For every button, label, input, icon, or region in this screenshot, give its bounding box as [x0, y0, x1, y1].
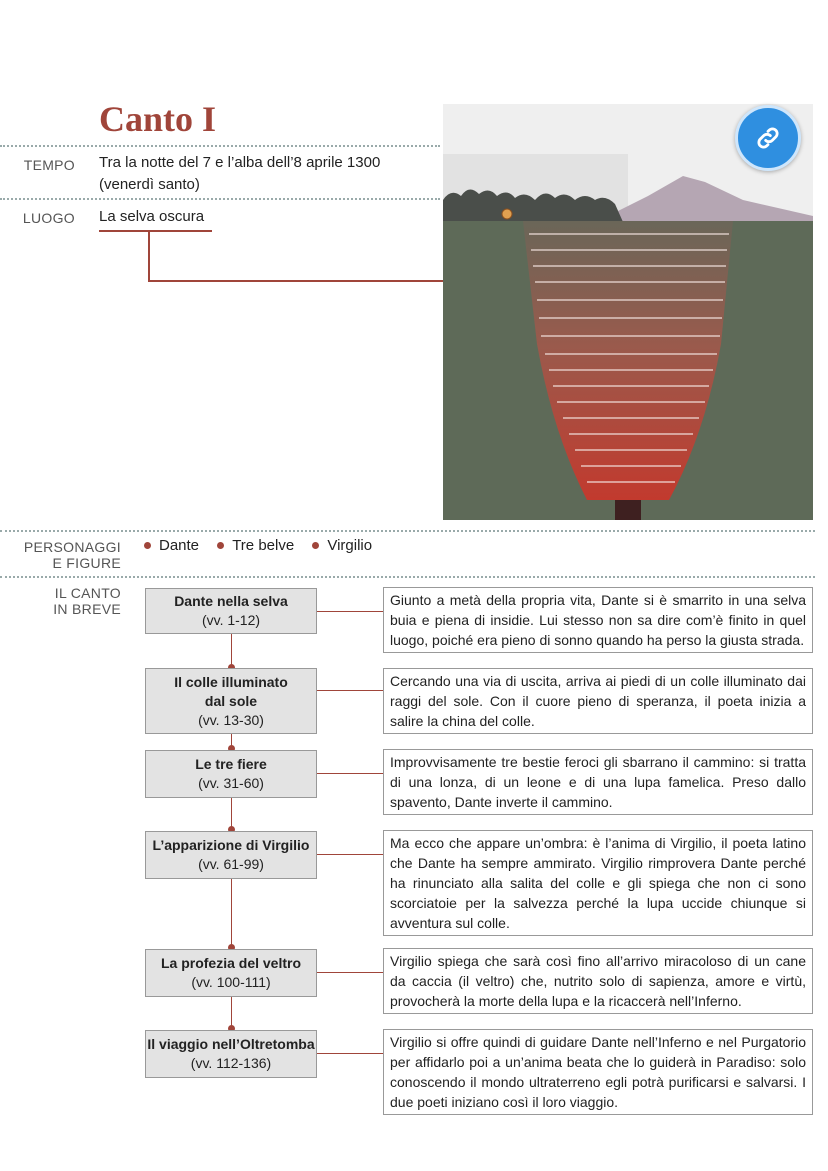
section-title: Dante nella selva	[174, 593, 288, 609]
place-label: LUOGO	[22, 210, 75, 226]
characters-label-line-2: E FIGURE	[52, 555, 121, 571]
section-connector	[317, 1053, 383, 1054]
section-verses: (vv. 112-136)	[190, 1055, 272, 1071]
characters-list	[144, 537, 386, 554]
section-box	[145, 588, 317, 634]
section-title: Le tre fiere	[195, 756, 267, 772]
characters-label-line-1: PERSONAGGI	[23, 539, 121, 555]
place-value: La selva oscura	[99, 208, 205, 225]
section-description: Cercando una via di uscita, arriva ai piedi di un colle illuminato dai raggi del sole. Con il cuore pieno di speranza, il poeta inizia a salire la china del colle.	[383, 668, 813, 734]
place-underline	[99, 230, 212, 232]
bullet-icon	[312, 542, 319, 549]
time-line-1: Tra la notte del 7 e l’alba dell’8 aprile 1300	[99, 154, 381, 171]
divider	[0, 530, 815, 532]
section-box	[145, 1030, 317, 1078]
section-verses: (vv. 100-111)	[191, 974, 271, 990]
bullet-icon	[217, 542, 224, 549]
section-title: dal sole	[204, 692, 258, 709]
section-box	[145, 668, 317, 734]
section-box	[145, 750, 317, 798]
section-verses: (vv. 1-12)	[201, 612, 261, 628]
section-box	[145, 949, 317, 997]
summary-label-line-2: IN BREVE	[53, 601, 121, 617]
section-title: Il colle illuminato	[174, 673, 288, 690]
characters-label	[0, 539, 121, 571]
section-title: L’apparizione di Virgilio	[152, 837, 310, 853]
time-label: TEMPO	[23, 157, 75, 173]
character-item	[217, 537, 294, 554]
place-connector-down	[148, 231, 150, 282]
summary-label-line-1: IL CANTO	[54, 585, 121, 601]
bullet-icon	[144, 542, 151, 549]
section-description: Virgilio spiega che sarà così fino all’arrivo miracoloso di un cane da caccia (il veltro) che, nutrito solo di sapienza, amore e virtù, provocherà la morte della lupa e la ricaccerà nell’Inferno.	[383, 948, 813, 1014]
divider	[0, 198, 440, 200]
divider	[0, 576, 815, 578]
link-icon	[754, 124, 782, 152]
section-connector	[317, 854, 383, 855]
character-item	[144, 537, 199, 554]
section-connector	[317, 690, 383, 691]
section-description: Ma ecco che appare un’ombra: è l’anima di Virgilio, il poeta latino che Dante ha sempre ammirato. Virgilio rimprovera Dante perché ha rinunciato alla salita del colle e gli spiega che non ci sono scorciatoie per la salvezza perché la lupa uccide chiunque si avventura sul colle.	[383, 830, 813, 936]
section-connector	[317, 972, 383, 973]
character-name: Dante	[159, 537, 200, 554]
section-description: Virgilio si offre quindi di guidare Dante nell’Inferno e nel Purgatorio per affidarlo poi a un’anima beata che lo guiderà in Paradiso: solo conoscendo il mondo ultraterreno egli potrà purificarsi e salvarsi. I due poeti iniziano così il loro viaggio.	[383, 1029, 813, 1115]
section-verses: (vv. 61-99)	[198, 856, 264, 872]
section-verses: (vv. 31-60)	[198, 775, 264, 791]
time-line-2: (venerdì santo)	[99, 176, 200, 193]
character-name: Virgilio	[327, 537, 373, 554]
section-title: Il viaggio nell’Oltretomba	[147, 1036, 315, 1052]
link-button[interactable]	[735, 105, 801, 171]
section-description: Giunto a metà della propria vita, Dante si è smarrito in una selva buia e piena di insidie. Lui stesso non sa dire com’è finito in quel luogo, poiché era pieno di sonno quando ha perso la giusta strada.	[383, 587, 813, 653]
time-value	[99, 152, 380, 196]
section-connector	[317, 611, 383, 612]
section-connector	[317, 773, 383, 774]
section-verses: (vv. 13-30)	[198, 711, 264, 728]
character-name: Tre belve	[232, 537, 295, 554]
section-title: La profezia del veltro	[160, 955, 302, 971]
section-description: Improvvisamente tre bestie feroci gli sbarrano il cammino: si tratta di una lonza, di un leone e di una lupa famelica. Preso dallo spavento, Dante inverte il cammino.	[383, 749, 813, 815]
page-title: Canto I	[99, 99, 217, 139]
character-item	[312, 537, 372, 554]
divider	[0, 145, 440, 147]
summary-label	[0, 585, 121, 617]
section-box	[145, 831, 317, 879]
